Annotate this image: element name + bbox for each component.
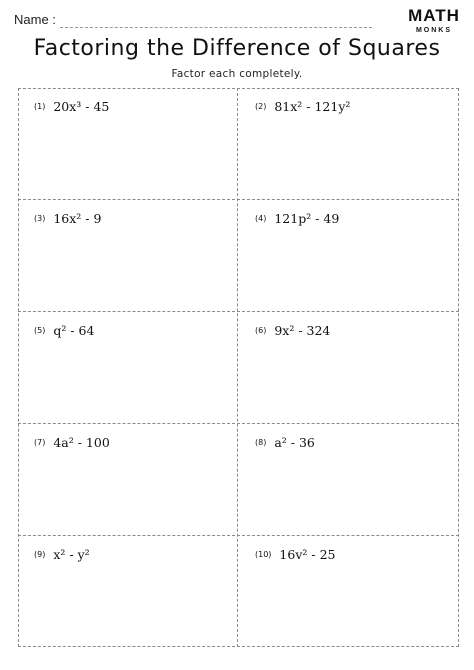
problem-9 (34, 547, 90, 562)
problem-6 (255, 323, 330, 338)
problem-1 (34, 99, 109, 114)
problem-number: (5) (34, 326, 46, 335)
problem-expression: 16x² - 9 (53, 211, 102, 226)
problem-expression: x² - y² (53, 547, 90, 562)
problem-expression: 16v² - 25 (279, 547, 336, 562)
problem-number: (7) (34, 438, 46, 447)
grid-divider-row-4 (18, 535, 459, 536)
name-field-line[interactable] (60, 27, 372, 28)
problem-number: (2) (255, 102, 267, 111)
grid-divider-row-2 (18, 311, 459, 312)
problem-8 (255, 435, 315, 450)
problem-7 (34, 435, 110, 450)
problem-number: (4) (255, 214, 267, 223)
problem-number: (8) (255, 438, 267, 447)
problem-5 (34, 323, 94, 338)
problem-4 (255, 211, 339, 226)
problem-grid (18, 88, 459, 647)
problem-expression: 20x³ - 45 (53, 99, 110, 114)
problem-expression: 4a² - 100 (53, 435, 110, 450)
problem-expression: q² - 64 (53, 323, 95, 338)
grid-divider-row-1 (18, 199, 459, 200)
name-label: Name : (14, 12, 56, 27)
problem-number: (10) (255, 550, 272, 559)
problem-2 (255, 99, 350, 114)
problem-3 (34, 211, 101, 226)
math-monks-logo (404, 6, 464, 34)
problem-10 (255, 547, 335, 562)
worksheet-instructions: Factor each completely. (171, 68, 303, 80)
problem-number: (6) (255, 326, 267, 335)
problem-expression: 9x² - 324 (274, 323, 331, 338)
problem-number: (3) (34, 214, 46, 223)
problem-number: (9) (34, 550, 46, 559)
worksheet-title: Factoring the Difference of Squares (33, 36, 441, 61)
problem-number: (1) (34, 102, 46, 111)
problem-expression: a² - 36 (274, 435, 315, 450)
problem-expression: 121p² - 49 (274, 211, 340, 226)
grid-divider-row-3 (18, 423, 459, 424)
problem-expression: 81x² - 121y² (274, 99, 351, 114)
grid-divider-vertical (237, 88, 238, 647)
logo-wordmark-top: MATH (408, 6, 460, 25)
logo-wordmark-bottom: MONKS (415, 27, 453, 34)
